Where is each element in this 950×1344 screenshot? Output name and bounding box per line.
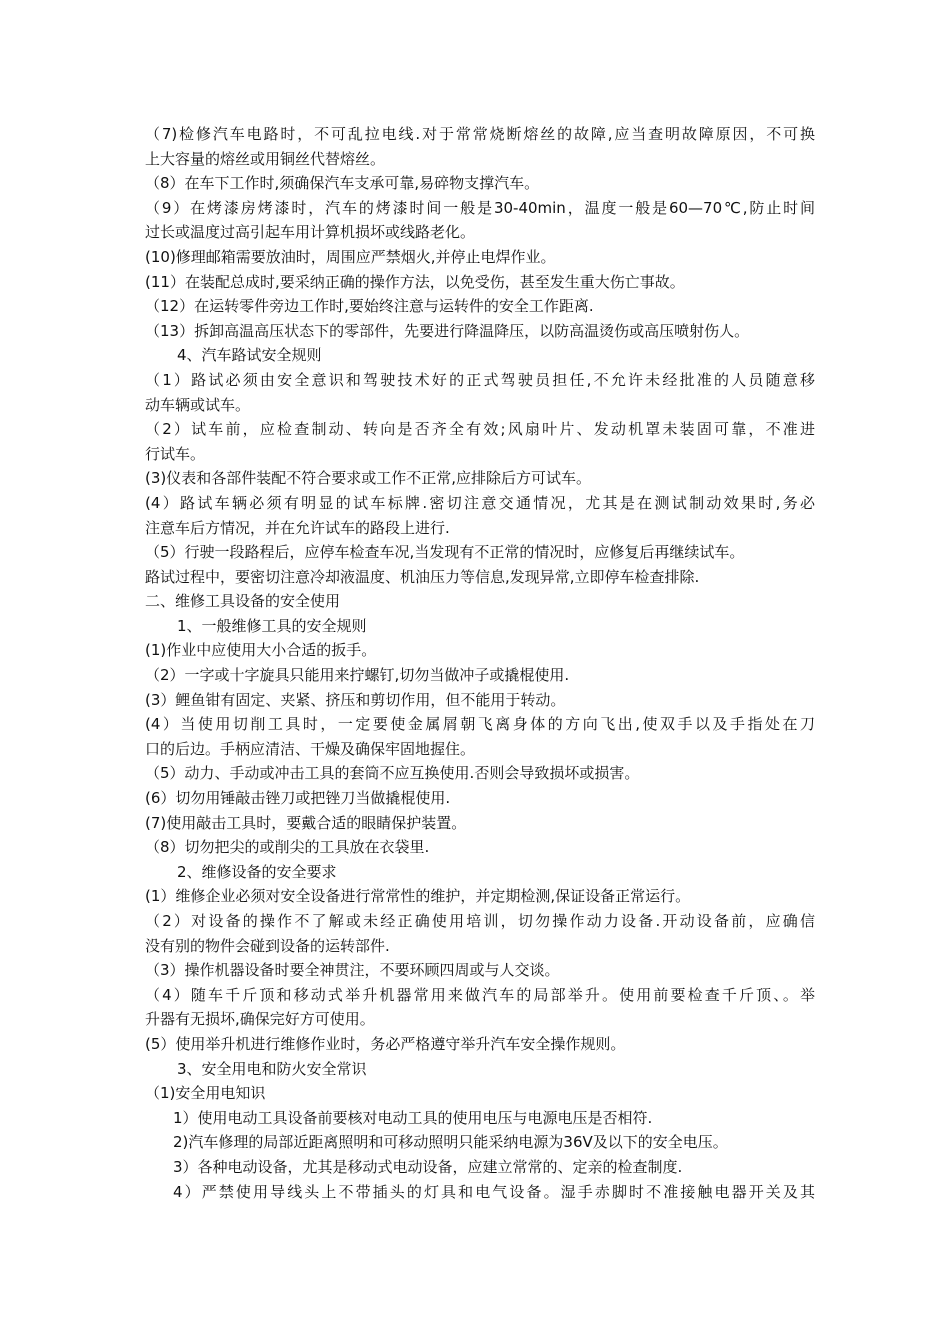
text-line: 没有别的物件会碰到设备的运转部件. — [145, 936, 390, 955]
text-line: （8）切勿把尖的或削尖的工具放在衣袋里. — [145, 838, 430, 857]
text-line: （5）行驶一段路程后，应停车检查车况,当发现有不正常的情况时，应修复后再继续试车。 — [145, 543, 745, 562]
text-line: 3）各种电动设备，尤其是移动式电动设备，应建立常常的、定亲的检查制度. — [173, 1157, 683, 1176]
text-line: 口的后边。手柄应清洁、干燥及确保牢固地握住。 — [145, 739, 476, 758]
text-line: (11）在装配总成时,要采纳正确的操作方法，以免受伤，甚至发生重大伤亡事故。 — [145, 272, 685, 291]
section-heading: 2、维修设备的安全要求 — [177, 862, 337, 881]
text-line: （2）对设备的操作不了解或未经正确使用培训，切勿操作动力设备.开动设备前，应确信 — [145, 912, 815, 930]
text-line: (1)作业中应使用大小合适的扳手。 — [145, 641, 377, 660]
text-line: （1)安全用电知识 — [145, 1084, 266, 1103]
text-line: （1）路试必须由安全意识和驾驶技术好的正式驾驶员担任,不允许未经批准的人员随意移 — [145, 370, 815, 389]
section-heading: 1、一般维修工具的安全规则 — [177, 616, 367, 635]
text-line: 注意车后方情况，并在允许试车的路段上进行. — [145, 518, 450, 537]
text-line: 4）严禁使用导线头上不带插头的灯具和电气设备。湿手赤脚时不准接触电器开关及其 — [173, 1182, 815, 1201]
text-line: （8）在车下工作时,须确保汽车支承可靠,易碎物支撑汽车。 — [145, 174, 540, 193]
text-line: （4）随车千斤顶和移动式举升机器常用来做汽车的局部举升。使用前要检查千斤顶、。举 — [145, 985, 815, 1004]
text-line: 路试过程中，要密切注意冷却液温度、机油压力等信息,发现异常,立即停车检查排除. — [145, 567, 700, 586]
text-line: 动车辆或试车。 — [145, 395, 251, 414]
text-line: (5）使用举升机进行维修作业时，务必严格遵守举升汽车安全操作规则。 — [145, 1034, 626, 1053]
text-line: （9）在烤漆房烤漆时，汽车的烤漆时间一般是30-40min，温度一般是60—70℃,防止时间 — [145, 198, 815, 217]
text-line: (7)使用敲击工具时，要戴合适的眼睛保护装置。 — [145, 813, 467, 832]
text-line: （2）试车前，应检查制动、转向是否齐全有效;风扇叶片、发动机罩未装固可靠，不准进 — [145, 420, 815, 439]
text-line: 2)汽车修理的局部近距离照明和可移动照明只能采纳电源为36V及以下的安全电压。 — [173, 1133, 728, 1152]
text-line: （2）一字或十字旋具只能用来拧螺钉,切勿当做冲子或撬棍使用. — [145, 666, 570, 685]
text-line: (4）当使用切削工具时，一定要使金属屑朝飞离身体的方向飞出,使双手以及手指处在刀 — [145, 715, 815, 734]
section-heading: 4、汽车路试安全规则 — [177, 346, 322, 365]
text-line: (4）路试车辆必须有明显的试车标牌.密切注意交通情况，尤其是在测试制动效果时,务必 — [145, 493, 815, 512]
text-line: 上大容量的熔丝或用铜丝代替熔丝。 — [145, 149, 386, 168]
text-line: (3)仪表和各部件装配不符合要求或工作不正常,应排除后方可试车。 — [145, 469, 592, 488]
text-line: （5）动力、手动或冲击工具的套筒不应互换使用.否则会导致损坏或损害。 — [145, 764, 640, 783]
text-line: （12）在运转零件旁边工作时,要始终注意与运转件的安全工作距离. — [145, 297, 594, 316]
text-line: 过长或温度过高引起车用计算机损坏或线路老化。 — [145, 223, 476, 242]
text-line: (1）维修企业必须对安全设备进行常常性的维护，并定期检测,保证设备正常运行。 — [145, 887, 691, 906]
text-line: 1）使用电动工具设备前要核对电动工具的使用电压与电源电压是否相符. — [173, 1108, 653, 1127]
text-line: （3）操作机器设备时要全神贯注，不要环顾四周或与人交谈。 — [145, 961, 560, 980]
text-line: 行试车。 — [145, 444, 206, 463]
text-line: 二、维修工具设备的安全使用 — [145, 592, 341, 611]
text-line: (6）切勿用锤敲击锉刀或把锉刀当做撬棍使用. — [145, 789, 451, 808]
section-heading: 3、安全用电和防火安全常识 — [177, 1059, 367, 1078]
text-line: (3）鲤鱼钳有固定、夹紧、挤压和剪切作用，但不能用于转动。 — [145, 690, 566, 709]
text-line: （7)检修汽车电路时，不可乱拉电线.对于常常烧断熔丝的故障,应当查明故障原因，不可换 — [145, 125, 815, 143]
text-line: (10)修理邮箱需要放油时，周围应严禁烟火,并停止电焊作业。 — [145, 247, 556, 266]
text-line: （13）拆卸高温高压状态下的零部件，先要进行降温降压，以防高温烫伤或高压喷射伤人。 — [145, 321, 750, 340]
document-body — [145, 122, 815, 1204]
text-line: 升器有无损坏,确保完好方可使用。 — [145, 1010, 375, 1029]
